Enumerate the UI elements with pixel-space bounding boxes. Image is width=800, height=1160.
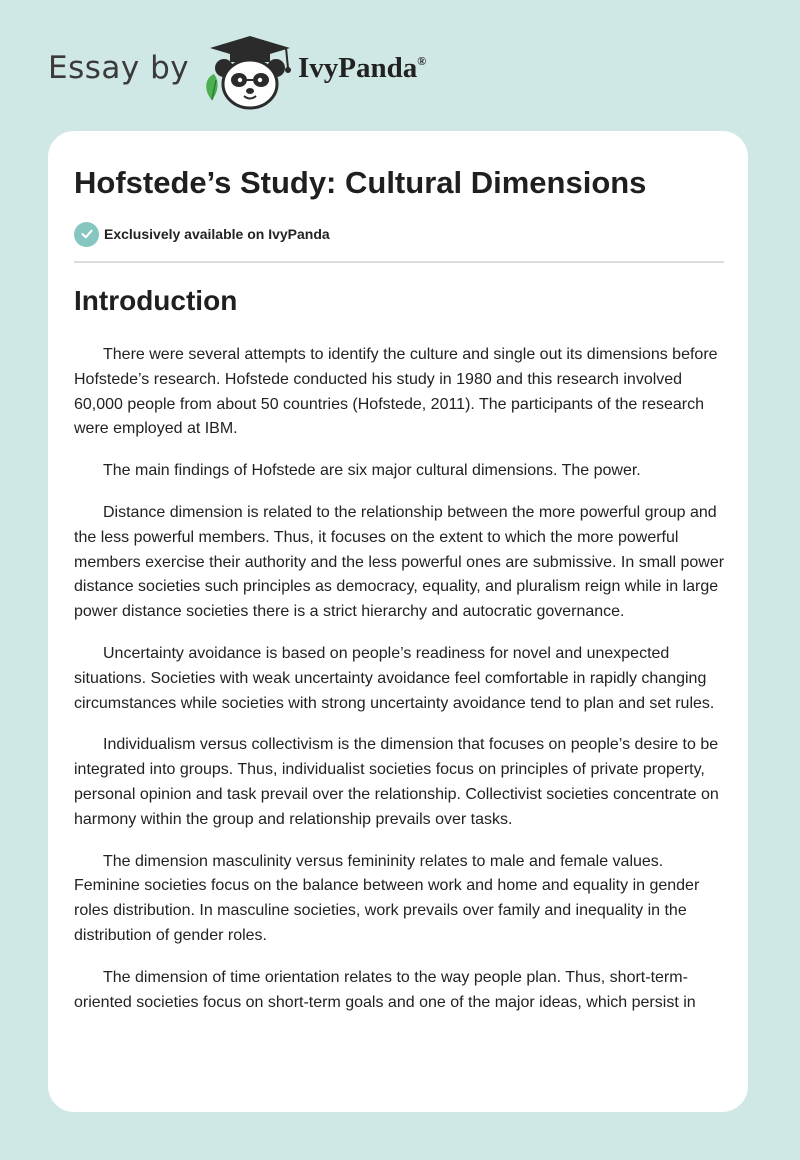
paragraph: There were several attempts to identify the culture and single out its dimensions before Hofstede’s research. Hofstede conducted his study in 1980 and this research involved 60,000 people from about 50 countries (Hofstede, 2011). The participants of the research were employed at IBM. — [74, 346, 718, 438]
paragraph: Distance dimension is related to the relationship between the more powerful group and the less powerful members. Thus, it focuses on the extent to which the more powerful members exercise their authority and the less powerful ones are submissive. In small power distance societies such principles as democracy, equality, and pluralism reign while in large power distance societies there is a strict hierarchy and autocratic governance. — [74, 503, 725, 621]
essay-card — [48, 131, 748, 1112]
exclusive-badge — [74, 221, 330, 247]
essay-body — [74, 343, 726, 1032]
essay-by-label: Essay by — [48, 50, 190, 86]
essay-title: Hofstede’s Study: Cultural Dimensions — [74, 165, 647, 200]
panda-graduate-icon[interactable] — [200, 34, 300, 110]
paragraph: The main findings of Hofstede are six major cultural dimensions. The power. — [103, 462, 641, 480]
brand-name[interactable] — [298, 52, 426, 85]
check-circle-icon — [74, 222, 99, 247]
paragraph: Uncertainty avoidance is based on people’s readiness for novel and unexpected situations. Societies with weak uncertainty avoidance feel comfortable in rapidly changing circumstances while societies with strong uncertainty avoidance tend to plan and set rules. — [74, 644, 715, 712]
site-header — [48, 30, 748, 110]
paragraph: The dimension masculinity versus femininity relates to male and female values. Feminine societies focus on the balance between work and home and equality in gender roles distribution. In masculine societies, work prevails over family and inequality in the distribution of gender roles. — [74, 852, 700, 944]
paragraph: Individualism versus collectivism is the dimension that focuses on people’s desire to be integrated into groups. Thus, individualist societies focus on principles of private property, personal opinion and task prevail over the relationship. Collectivist societies concentrate on harmony within the group and relationship prevails over tasks. — [74, 736, 719, 828]
brand-text: IvyPanda — [298, 52, 418, 84]
divider — [74, 261, 724, 263]
section-heading: Introduction — [74, 285, 238, 316]
exclusive-badge-text: Exclusively available on IvyPanda — [104, 226, 330, 242]
paragraph: The dimension of time orientation relates to the way people plan. Thus, short-term-oriented societies focus on short-term goals and one of the major ideas, which persist in — [74, 968, 696, 1011]
registered-mark: ® — [417, 54, 427, 68]
